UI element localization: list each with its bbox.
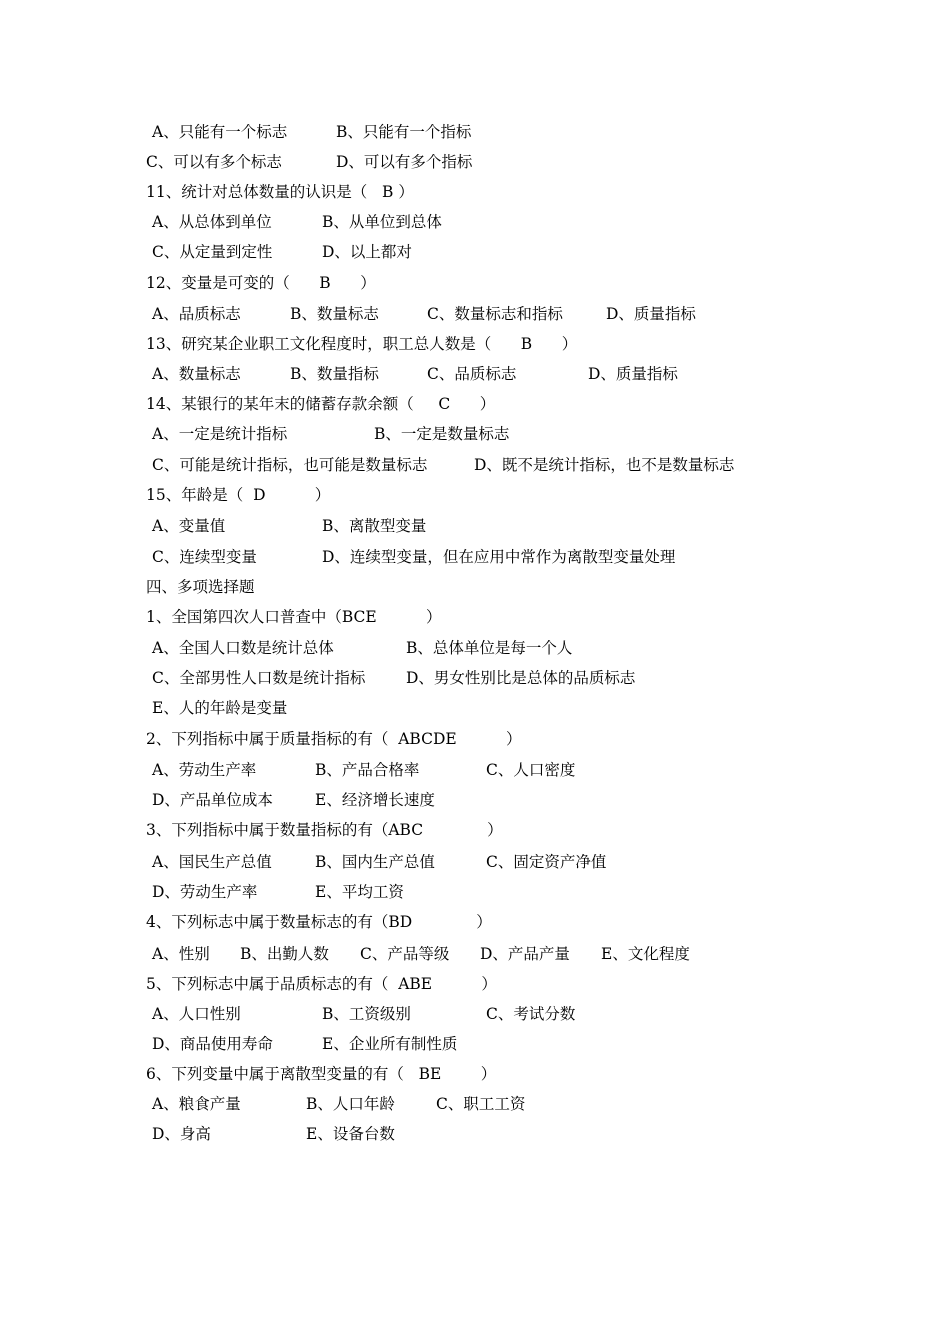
q11-option-b: B、从单位到总体	[322, 213, 442, 231]
m5-question: 5、下列标志中属于品质标志的有（ ABE ）	[146, 975, 497, 993]
m3-question: 3、下列指标中属于数量指标的有（ABC ）	[146, 821, 503, 839]
m5-option-c: C、考试分数	[486, 1005, 576, 1023]
q14-option-b: B、一定是数量标志	[374, 425, 510, 443]
q10-option-c: C、可以有多个标志	[146, 153, 282, 171]
q11-option-d: D、以上都对	[322, 243, 412, 261]
q11-option-c: C、从定量到定性	[152, 243, 273, 261]
m6-option-c: C、职工工资	[436, 1095, 526, 1113]
q14-question: 14、某银行的某年末的储蓄存款余额（ C ）	[146, 395, 496, 413]
m6-option-a: A、粮食产量	[152, 1095, 241, 1113]
m5-option-e: E、企业所有制性质	[322, 1035, 458, 1053]
m6-option-b: B、人口年龄	[306, 1095, 395, 1113]
q12-option-c: C、数量标志和指标	[427, 305, 563, 323]
q15-question: 15、年龄是（ D ）	[146, 486, 331, 504]
m2-option-c: C、人口密度	[486, 761, 576, 779]
m5-option-a: A、人口性别	[152, 1005, 241, 1023]
m3-option-b: B、国内生产总值	[315, 853, 435, 871]
q13-option-d: D、质量指标	[588, 365, 678, 383]
m1-option-b: B、总体单位是每一个人	[406, 639, 573, 657]
m5-option-b: B、工资级别	[322, 1005, 411, 1023]
q15-option-b: B、离散型变量	[322, 517, 427, 535]
m2-question: 2、下列指标中属于质量指标的有（ ABCDE ）	[146, 730, 522, 748]
m4-option-c: C、产品等级	[360, 945, 450, 963]
m1-option-c: C、全部男性人口数是统计指标	[152, 669, 366, 687]
m2-option-d: D、产品单位成本	[152, 791, 273, 809]
q10-option-a: A、只能有一个标志	[152, 123, 288, 141]
q13-option-b: B、数量指标	[290, 365, 379, 383]
m4-option-b: B、出勤人数	[240, 945, 329, 963]
m6-option-d: D、身高	[152, 1125, 211, 1143]
m3-option-e: E、平均工资	[315, 883, 404, 901]
m1-option-e: E、人的年龄是变量	[152, 699, 288, 717]
m6-option-e: E、设备台数	[306, 1125, 395, 1143]
q12-option-b: B、数量标志	[290, 305, 379, 323]
m3-option-a: A、国民生产总值	[152, 853, 272, 871]
m6-question: 6、下列变量中属于离散型变量的有（ BE ）	[146, 1065, 497, 1083]
q11-question: 11、统计对总体数量的认识是（ B ）	[146, 183, 414, 201]
m3-option-c: C、固定资产净值	[486, 853, 607, 871]
m4-question: 4、下列标志中属于数量标志的有（BD ）	[146, 913, 492, 931]
q15-option-a: A、变量值	[152, 517, 226, 535]
m2-option-a: A、劳动生产率	[152, 761, 257, 779]
m4-option-a: A、性别	[152, 945, 210, 963]
q15-option-c: C、连续型变量	[152, 548, 257, 566]
m5-option-d: D、商品使用寿命	[152, 1035, 273, 1053]
q11-option-a: A、从总体到单位	[152, 213, 272, 231]
q12-option-a: A、品质标志	[152, 305, 241, 323]
m4-option-e: E、文化程度	[601, 945, 690, 963]
q15-option-d: D、连续型变量，但在应用中常作为离散型变量处理	[322, 548, 676, 566]
m2-option-b: B、产品合格率	[315, 761, 420, 779]
q12-option-d: D、质量指标	[606, 305, 696, 323]
m1-option-d: D、男女性别比是总体的品质标志	[406, 669, 636, 687]
m1-option-a: A、全国人口数是统计总体	[152, 639, 334, 657]
m1-question: 1、全国第四次人口普查中（BCE ）	[146, 608, 442, 626]
q14-option-c: C、可能是统计指标，也可能是数量标志	[152, 456, 428, 474]
q10-option-b: B、只能有一个指标	[336, 123, 472, 141]
q13-option-a: A、数量标志	[152, 365, 241, 383]
q13-option-c: C、品质标志	[427, 365, 517, 383]
q14-option-a: A、一定是统计指标	[152, 425, 288, 443]
q14-option-d: D、既不是统计指标，也不是数量标志	[474, 456, 735, 474]
m4-option-d: D、产品产量	[480, 945, 570, 963]
m3-option-d: D、劳动生产率	[152, 883, 258, 901]
q12-question: 12、变量是可变的（ B ）	[146, 274, 376, 292]
q10-option-d: D、可以有多个指标	[336, 153, 473, 171]
q13-question: 13、研究某企业职工文化程度时，职工总人数是（ B ）	[146, 335, 578, 353]
section-heading: 四、多项选择题	[146, 578, 255, 596]
m2-option-e: E、经济增长速度	[315, 791, 435, 809]
